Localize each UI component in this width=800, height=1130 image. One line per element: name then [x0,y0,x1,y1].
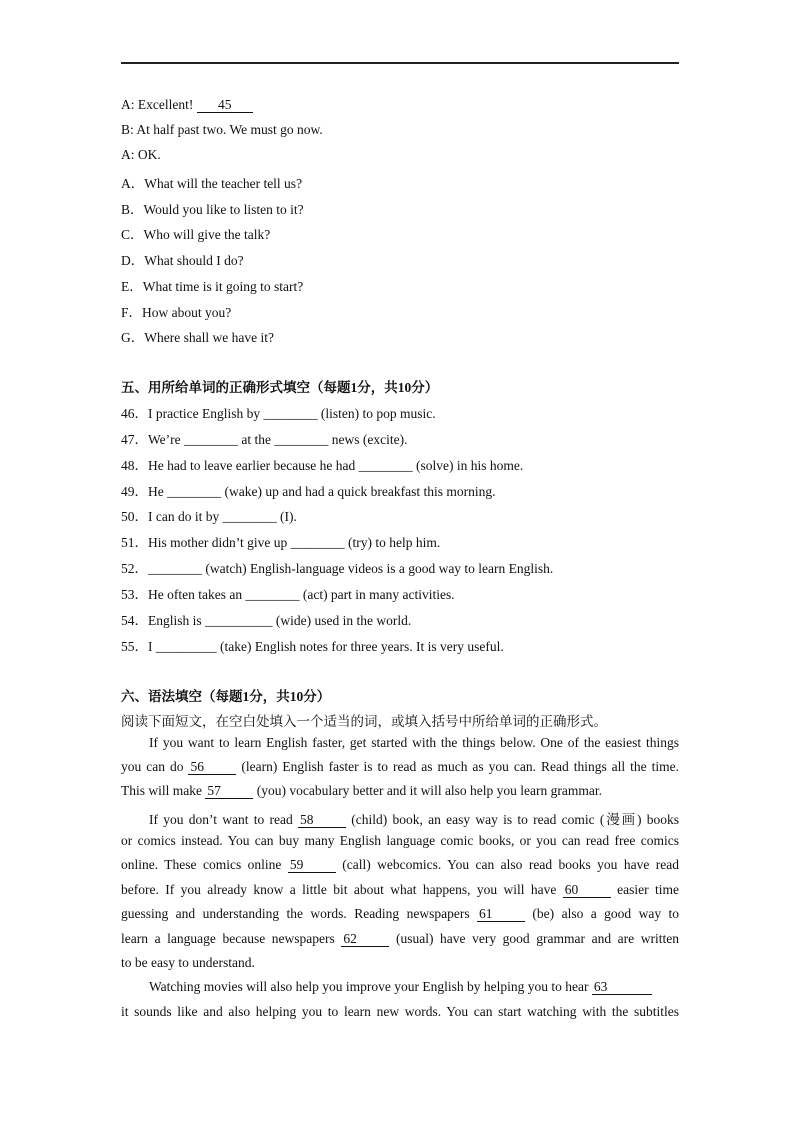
dialogue-text: A: Excellent! [121,97,197,112]
passage-line [121,882,679,907]
question-48: 48．He had to leave earlier because he had ________ (solve) in his home. [121,458,524,473]
passage-text: easier time [610,881,679,897]
option-g: G．Where shall we have it? [121,330,274,345]
passage-text: (usual) have very good grammar and are written [389,930,679,946]
passage-line: or comics instead. You can buy many English language comic books, or you can read free comics [121,832,679,848]
blank-61[interactable]: 61 [477,907,525,922]
blank-63[interactable]: 63 [592,980,652,995]
passage-text: (be) also a good way to [525,906,680,921]
blank-58[interactable]: 58 [298,813,346,828]
dialogue-line-a2: A: OK. [121,147,161,162]
option-d: D．What should I do? [121,253,244,268]
section5-title: 五、用所给单词的正确形式填空（每题1分，共10分） [121,380,439,395]
passage-text: (child) book, an easy way is to read comic (漫画) books [346,812,679,827]
section6-instruction: 阅读下面短文，在空白处填入一个适当的词，或填入括号中所给单词的正确形式。 [121,714,607,729]
passage-line [121,759,679,783]
blank-45[interactable]: 45 [197,98,253,113]
dialogue-line-b: B: At half past two. We must go now. [121,122,323,137]
blank-57[interactable]: 57 [205,784,253,799]
blank-62[interactable]: 62 [341,932,389,947]
question-55: 55．I _________ (take) English notes for three years. It is very useful. [121,639,504,654]
blank-56[interactable]: 56 [188,760,236,775]
passage-text: online. These comics online [121,857,288,872]
passage-line: to be easy to understand. [121,955,255,970]
passage-text: (you) vocabulary better and it will also help you learn grammar. [253,783,603,798]
passage-text: If you don’t want to read [149,812,298,827]
option-f: F．How about you? [121,305,232,320]
option-a: A．What will the teacher tell us? [121,176,303,191]
question-49: 49．He ________ (wake) up and had a quick breakfast this morning. [121,484,496,499]
option-c: C．Who will give the talk? [121,227,271,242]
question-47: 47．We’re ________ at the ________ news (excite). [121,432,408,447]
passage-paragraph-3 [121,979,679,1028]
passage-paragraph-1 [121,735,679,807]
passage-line [121,931,679,956]
question-46: 46．I practice English by ________ (listen) to pop music. [121,406,436,421]
passage-text: before. If you already know a little bit about what happens, you will have [121,881,563,897]
question-53: 53．He often takes an ________ (act) part in many activities. [121,587,455,602]
passage-line [121,906,679,931]
passage-line [121,783,679,807]
passage-line: it sounds like and also helping you to learn new words. You can start watching with the subtitles [121,1003,679,1019]
passage-line [121,857,679,882]
blank-60[interactable]: 60 [563,883,611,898]
passage-text: guessing and understanding the words. Reading newspapers [121,906,478,921]
dialogue-line-a1 [121,97,253,113]
passage-text: This will make [121,783,206,798]
option-b: B．Would you like to listen to it? [121,202,304,217]
passage-line: If you want to learn English faster, get started with the things below. One of the easiest things [149,735,679,750]
option-e: E．What time is it going to start? [121,279,304,294]
passage-text: Watching movies will also help you improve your English by helping you to hear [149,979,592,994]
question-52: 52．________ (watch) English-language videos is a good way to learn English. [121,561,554,576]
passage-text: (call) webcomics. You can also read books you have read [335,857,680,872]
section6-title: 六、语法填空（每题1分，共10分） [121,689,331,704]
passage-paragraph-2 [121,808,679,980]
question-50: 50．I can do it by ________ (I). [121,509,297,524]
passage-text: you can do [121,759,189,774]
question-51: 51．His mother didn’t give up ________ (try) to help him. [121,535,441,550]
passage-line [121,979,679,1004]
passage-text: learn a language because newspapers [121,930,342,946]
passage-line [121,808,679,833]
blank-59[interactable]: 59 [288,858,336,873]
question-54: 54．English is __________ (wide) used in the world. [121,613,412,628]
header-rule [121,62,679,64]
passage-text: (learn) English faster is to read as much as you can. Read things all the time. [236,759,680,774]
